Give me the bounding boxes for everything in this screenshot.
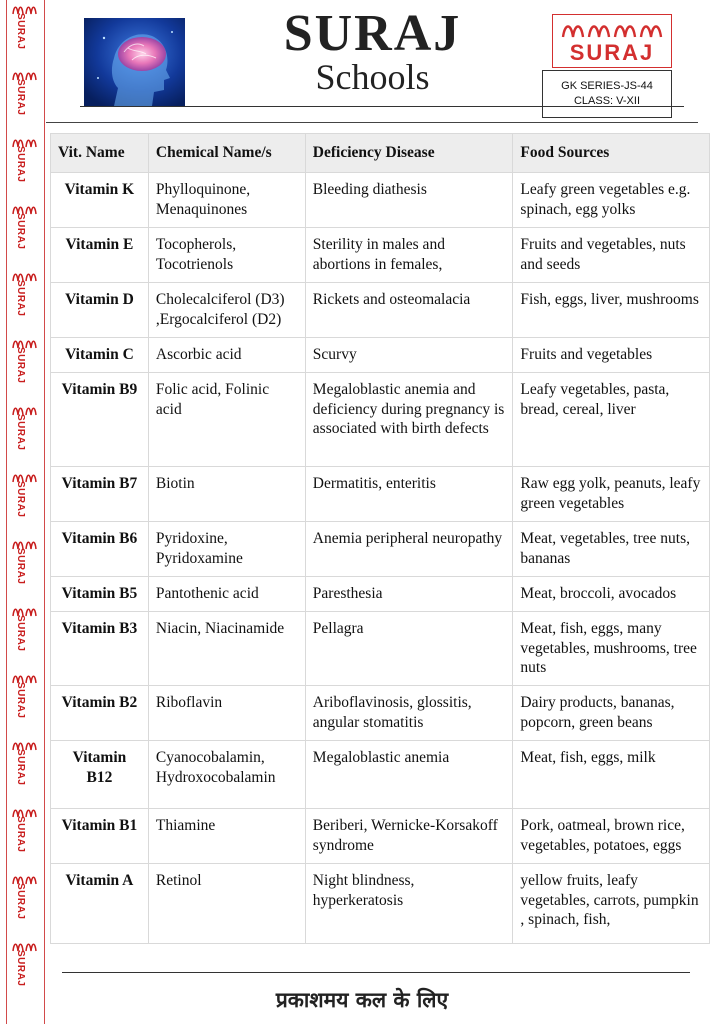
food-sources: Meat, fish, eggs, milk — [513, 741, 710, 809]
footer-divider — [62, 972, 690, 973]
strip-rule-right — [44, 0, 45, 1024]
food-sources: Fish, eggs, liver, mushrooms — [513, 283, 710, 338]
watermark-text: SURAJ — [15, 682, 26, 719]
watermark-logo — [11, 133, 41, 183]
table-row — [51, 864, 710, 944]
chemical-name: Pyridoxine, Pyridoxamine — [148, 522, 305, 577]
table-row — [51, 373, 710, 467]
deficiency-disease: Pellagra — [305, 612, 513, 686]
series-code: GK SERIES-JS-44 — [561, 80, 653, 92]
series-info-box — [542, 70, 672, 118]
brain-illustration — [84, 18, 185, 106]
vitamin-name: Vitamin K — [51, 173, 149, 228]
vitamin-name: Vitamin A — [51, 864, 149, 944]
header-divider — [80, 106, 684, 107]
watermark-strip — [0, 0, 46, 1024]
suraj-logo — [552, 14, 672, 68]
vitamin-name: Vitamin B5 — [51, 577, 149, 612]
watermark-text: SURAJ — [15, 615, 26, 652]
watermark-logo — [11, 535, 41, 585]
vitamin-name: Vitamin B9 — [51, 373, 149, 467]
chemical-name: Cholecalciferol (D3) ,Ergocalciferol (D2) — [148, 283, 305, 338]
deficiency-disease: Sterility in males and abortions in females, — [305, 228, 513, 283]
brand-subtitle: Schools — [315, 57, 430, 97]
brand-title: SURAJ — [283, 5, 462, 62]
watermark-logo — [11, 334, 41, 384]
chemical-name: Biotin — [148, 467, 305, 522]
strip-rule-left — [6, 0, 7, 1024]
footer-tagline: प्रकाशमय कल के लिए — [275, 988, 449, 1012]
watermark-text: SURAJ — [15, 347, 26, 384]
food-sources: Meat, vegetables, tree nuts, bananas — [513, 522, 710, 577]
watermark-logo — [11, 200, 41, 250]
watermark-text: SURAJ — [15, 213, 26, 250]
watermark-logo — [11, 736, 41, 786]
header-deficiency-disease: Deficiency Disease — [305, 134, 513, 173]
watermark-text: SURAJ — [15, 146, 26, 183]
food-sources: Pork, oatmeal, brown rice, vegetables, potatoes, eggs — [513, 809, 710, 864]
watermark-logo — [11, 468, 41, 518]
chemical-name: Phylloquinone, Menaquinones — [148, 173, 305, 228]
watermark-logo — [11, 0, 41, 50]
food-sources: Raw egg yolk, peanuts, leafy green vegetables — [513, 467, 710, 522]
watermark-text: SURAJ — [15, 280, 26, 317]
deficiency-disease: Beriberi, Wernicke-Korsakoff syndrome — [305, 809, 513, 864]
vitamin-name: Vitamin B2 — [51, 686, 149, 741]
watermark-text: SURAJ — [15, 749, 26, 786]
food-sources: Fruits and vegetables, nuts and seeds — [513, 228, 710, 283]
food-sources: yellow fruits, leafy vegetables, carrots, pumpkin , spinach, fish, — [513, 864, 710, 944]
table-row — [51, 809, 710, 864]
table-row — [51, 686, 710, 741]
deficiency-disease: Dermatitis, enteritis — [305, 467, 513, 522]
chemical-name: Thiamine — [148, 809, 305, 864]
watermark-logo — [11, 803, 41, 853]
table-row — [51, 522, 710, 577]
vitamin-name: Vitamin B1 — [51, 809, 149, 864]
table-row — [51, 741, 710, 809]
chemical-name: Retinol — [148, 864, 305, 944]
deficiency-disease: Paresthesia — [305, 577, 513, 612]
vitamin-name: Vitamin D — [51, 283, 149, 338]
watermark-text: SURAJ — [15, 414, 26, 451]
logo-wave-icon — [561, 19, 665, 41]
watermark-text: SURAJ — [15, 883, 26, 920]
chemical-name: Riboflavin — [148, 686, 305, 741]
chemical-name: Pantothenic acid — [148, 577, 305, 612]
food-sources: Fruits and vegetables — [513, 338, 710, 373]
chemical-name: Tocopherols, Tocotrienols — [148, 228, 305, 283]
table-header-row — [51, 134, 710, 173]
food-sources: Meat, broccoli, avocados — [513, 577, 710, 612]
deficiency-disease: Bleeding diathesis — [305, 173, 513, 228]
vitamin-name: Vitamin B12 — [51, 741, 149, 809]
watermark-logo — [11, 267, 41, 317]
vitamin-name: Vitamin C — [51, 338, 149, 373]
deficiency-disease: Scurvy — [305, 338, 513, 373]
vitamin-table — [50, 133, 710, 944]
watermark-logo — [11, 669, 41, 719]
header-food-sources: Food Sources — [513, 134, 710, 173]
deficiency-disease: Anemia peripheral neuropathy — [305, 522, 513, 577]
logo-text: SURAJ — [569, 40, 655, 65]
chemical-name: Folic acid, Folinic acid — [148, 373, 305, 467]
watermark-logo — [11, 870, 41, 920]
table-row — [51, 467, 710, 522]
header-chemical-name: Chemical Name/s — [148, 134, 305, 173]
food-sources: Meat, fish, eggs, many vegetables, mushrooms, tree nuts — [513, 612, 710, 686]
header-vit-name: Vit. Name — [51, 134, 149, 173]
table-row — [51, 228, 710, 283]
chemical-name: Cyanocobalamin, Hydroxocobalamin — [148, 741, 305, 809]
table-row — [51, 612, 710, 686]
watermark-logo — [11, 66, 41, 116]
watermark-logo — [11, 937, 41, 987]
watermark-text: SURAJ — [15, 481, 26, 518]
deficiency-disease: Ariboflavinosis, glossitis, angular stomatitis — [305, 686, 513, 741]
watermark-text: SURAJ — [15, 816, 26, 853]
vitamin-name: Vitamin B7 — [51, 467, 149, 522]
vitamin-name: Vitamin B6 — [51, 522, 149, 577]
deficiency-disease: Night blindness, hyperkeratosis — [305, 864, 513, 944]
watermark-text: SURAJ — [15, 79, 26, 116]
chemical-name: Ascorbic acid — [148, 338, 305, 373]
deficiency-disease: Megaloblastic anemia and deficiency during pregnancy is associated with birth defects — [305, 373, 513, 467]
watermark-text: SURAJ — [15, 950, 26, 987]
food-sources: Leafy green vegetables e.g. spinach, egg yolks — [513, 173, 710, 228]
food-sources: Dairy products, bananas, popcorn, green beans — [513, 686, 710, 741]
watermark-logo — [11, 401, 41, 451]
vitamin-name: Vitamin B3 — [51, 612, 149, 686]
watermark-text: SURAJ — [15, 548, 26, 585]
watermark-logo — [11, 602, 41, 652]
chemical-name: Niacin, Niacinamide — [148, 612, 305, 686]
table-row — [51, 283, 710, 338]
deficiency-disease: Rickets and osteomalacia — [305, 283, 513, 338]
food-sources: Leafy vegetables, pasta, bread, cereal, liver — [513, 373, 710, 467]
table-row — [51, 577, 710, 612]
class-range: CLASS: V-XII — [573, 95, 641, 107]
table-row — [51, 173, 710, 228]
table-row — [51, 338, 710, 373]
watermark-text: SURAJ — [15, 13, 26, 50]
vitamin-name: Vitamin E — [51, 228, 149, 283]
header-divider-lower — [46, 122, 698, 123]
deficiency-disease: Megaloblastic anemia — [305, 741, 513, 809]
